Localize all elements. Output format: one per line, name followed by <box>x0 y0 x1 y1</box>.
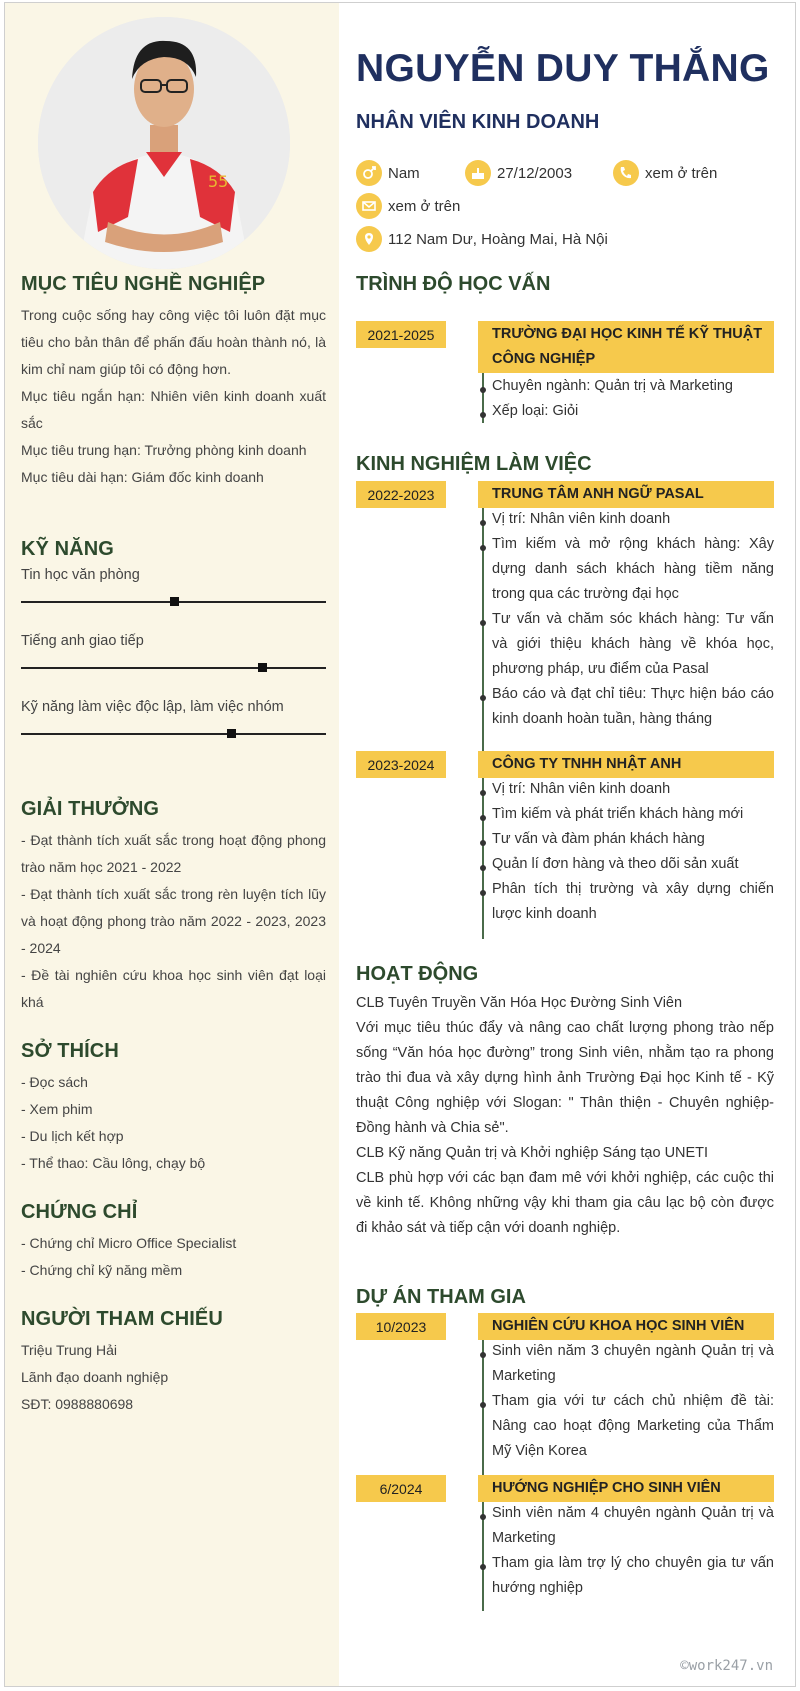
skill-level-marker <box>170 597 179 606</box>
email-info <box>356 193 460 219</box>
timeline-item: Quản lí đơn hàng và theo dõi sản xuất <box>492 856 739 872</box>
phone-value: xem ở trên <box>645 164 718 182</box>
activity-club-name: CLB Tuyên Truyền Văn Hóa Học Đường Sinh Viên <box>356 995 683 1011</box>
avatar-illustration <box>38 17 290 269</box>
bullet <box>480 1402 486 1408</box>
sidebar <box>5 3 339 1686</box>
certificate-item: - Chứng chỉ Micro Office Specialist <box>21 1235 237 1251</box>
hobby-item: - Xem phim <box>21 1101 93 1117</box>
address-info <box>356 226 608 252</box>
timeline-item: Tìm kiếm và phát triển khách hàng mới <box>492 806 744 822</box>
bullet <box>480 412 486 418</box>
skill-bar <box>21 733 326 735</box>
timeline-item: Sinh viên năm 3 chuyên ngành Quản trị và Marketing <box>492 1343 774 1384</box>
timeline-item: Tìm kiếm và mở rộng khách hàng: Xây dựng danh sách khách hàng tiềm năng trong qua các trường đại học <box>492 536 774 602</box>
cv-page <box>4 2 796 1687</box>
timeline-date: 10/2023 <box>356 1313 446 1340</box>
bullet <box>480 387 486 393</box>
objective-mid-term: Mục tiêu trung hạn: Trưởng phòng kinh doanh <box>21 442 307 458</box>
bullet <box>480 865 486 871</box>
timeline-item: Vị trí: Nhân viên kinh doanh <box>492 781 671 797</box>
gender-info <box>356 160 420 186</box>
timeline-heading: CÔNG TY TNHH NHẬT ANH <box>478 751 774 778</box>
certificates-title: CHỨNG CHỈ <box>21 1201 138 1223</box>
reference-name: Triệu Trung Hải <box>21 1342 117 1358</box>
candidate-title: NHÂN VIÊN KINH DOANH <box>356 111 600 133</box>
bullet <box>480 1514 486 1520</box>
activity-description: CLB phù hợp với các bạn đam mê với khởi nghiệp, các cuộc thi về kinh tế. Không những vậy khi tham gia câu lạc bộ còn được đi khảo sát và tiếp cận với doanh nghiệp. <box>356 1170 774 1236</box>
timeline-item: Xếp loại: Giỏi <box>492 403 579 419</box>
skill-level-marker <box>227 729 236 738</box>
objective-title: MỤC TIÊU NGHỀ NGHIỆP <box>21 273 266 295</box>
activity-description: Với mục tiêu thúc đẩy và nâng cao chất lượng phong trào nếp sống “Văn hóa học đường” trong Sinh viên, nhằm tạo ra phong trào thi đua và xây dựng hình ảnh Trường Đại học Kinh tế - Kỹ thuật Công nghiệp với Slogan: " Thân thiện - Chuyên nghiệp- Đồng hành và Chia sẻ". <box>356 1020 774 1136</box>
timeline-date: 6/2024 <box>356 1475 446 1502</box>
reference-section <box>21 1308 326 1418</box>
awards-section <box>21 798 326 1016</box>
svg-text:55: 55 <box>208 172 229 191</box>
timeline-date: 2021-2025 <box>356 321 446 348</box>
timeline-heading: TRƯỜNG ĐẠI HỌC KINH TẾ KỸ THUẬT CÔNG NGHIỆP <box>478 321 774 373</box>
timeline-item: Tham gia làm trợ lý cho chuyên gia tư vấn hướng nghiệp <box>492 1555 774 1596</box>
objective-long-term: Mục tiêu dài hạn: Giám đốc kinh doanh <box>21 469 264 485</box>
experience-title: KINH NGHIỆM LÀM VIỆC <box>356 453 592 475</box>
timeline-item: Tư vấn và chăm sóc khách hàng: Tư vấn và giới thiệu khách hàng về khóa học, phương pháp, ưu điểm của Pasal <box>492 611 774 677</box>
cake-icon <box>465 160 491 186</box>
projects-title: DỰ ÁN THAM GIA <box>356 1286 526 1308</box>
hobbies-section <box>21 1040 326 1177</box>
skills-title: KỸ NĂNG <box>21 538 114 560</box>
timeline-date: 2022-2023 <box>356 481 446 508</box>
hobbies-title: SỞ THÍCH <box>21 1040 119 1062</box>
education-title: TRÌNH ĐỘ HỌC VẤN <box>356 273 551 295</box>
bullet <box>480 620 486 626</box>
bullet <box>480 1352 486 1358</box>
timeline-item: Báo cáo và đạt chỉ tiêu: Thực hiện báo cáo kinh doanh hoàn tuần, hàng tháng <box>492 686 774 727</box>
address-value: 112 Nam Dư, Hoàng Mai, Hà Nội <box>388 230 608 248</box>
hobby-item: - Đọc sách <box>21 1074 88 1090</box>
bullet <box>480 890 486 896</box>
email-value: xem ở trên <box>388 197 461 215</box>
timeline-date: 2023-2024 <box>356 751 446 778</box>
objective-section <box>21 273 326 491</box>
awards-title: GIẢI THƯỞNG <box>21 798 160 820</box>
bullet <box>480 1564 486 1570</box>
main-content <box>339 3 795 1686</box>
objective-short-term: Mục tiêu ngắn hạn: Nhiên viên kinh doanh xuất sắc <box>21 388 326 431</box>
activities-text <box>356 991 774 1241</box>
location-icon <box>356 226 382 252</box>
skill-level-marker <box>258 663 267 672</box>
watermark: ©work247.vn <box>680 1658 773 1674</box>
bullet <box>480 790 486 796</box>
reference-title: NGƯỜI THAM CHIẾU <box>21 1308 223 1330</box>
timeline-heading: TRUNG TÂM ANH NGỮ PASAL <box>478 481 774 508</box>
bullet <box>480 695 486 701</box>
activity-club-name: CLB Kỹ năng Quản trị và Khởi nghiệp Sáng tạo UNETI <box>356 1145 709 1161</box>
phone-info <box>613 160 717 186</box>
candidate-name: NGUYỄN DUY THẮNG <box>356 47 770 90</box>
skills-section <box>21 538 326 765</box>
timeline-heading: HƯỚNG NGHIỆP CHO SINH VIÊN <box>478 1475 774 1502</box>
skill-label: Tiếng anh giao tiếp <box>21 633 144 649</box>
certificates-section <box>21 1201 326 1284</box>
skill-label: Tin học văn phòng <box>21 567 140 583</box>
bullet <box>480 840 486 846</box>
certificate-item: - Chứng chỉ kỹ năng mềm <box>21 1262 183 1278</box>
objective-paragraph: Trong cuộc sống hay công việc tôi luôn đặt mục tiêu cho bản thân để phấn đấu hoàn thành nó, là kim chỉ nam giúp tôi có động hơn. <box>21 307 326 377</box>
skill-label: Kỹ năng làm việc độc lập, làm việc nhóm <box>21 699 284 715</box>
activities-title: HOẠT ĐỘNG <box>356 963 479 985</box>
gender-icon <box>356 160 382 186</box>
birthday-info <box>465 160 572 186</box>
award-item: - Đề tài nghiên cứu khoa học sinh viên đạt loại khá <box>21 967 326 1010</box>
email-icon <box>356 193 382 219</box>
reference-role: Lãnh đạo doanh nghiệp <box>21 1369 169 1385</box>
timeline-item: Tham gia với tư cách chủ nhiệm đề tài: Nâng cao hoạt động Marketing của Thẩm Mỹ Viện Korea <box>492 1393 774 1459</box>
timeline-item: Sinh viên năm 4 chuyên ngành Quản trị và Marketing <box>492 1505 774 1546</box>
birthday-value: 27/12/2003 <box>497 164 573 182</box>
timeline-heading: NGHIÊN CỨU KHOA HỌC SINH VIÊN <box>478 1313 774 1340</box>
hobby-item: - Thể thao: Cầu lông, chạy bộ <box>21 1155 206 1171</box>
bullet <box>480 545 486 551</box>
award-item: - Đạt thành tích xuất sắc trong rèn luyện tích lũy và hoạt động phong trào năm 2022 - 2023, 2023 - 2024 <box>21 886 326 956</box>
timeline-item: Chuyên ngành: Quản trị và Marketing <box>492 378 733 394</box>
skill-bar <box>21 601 326 603</box>
reference-phone: SĐT: 0988880698 <box>21 1396 134 1412</box>
timeline-item: Tư vấn và đàm phán khách hàng <box>492 831 705 847</box>
timeline-item: Phân tích thị trường và xây dựng chiến lược kinh doanh <box>492 881 774 922</box>
bullet <box>480 815 486 821</box>
gender-value: Nam <box>388 164 420 182</box>
timeline-item: Vị trí: Nhân viên kinh doanh <box>492 511 671 527</box>
hobby-item: - Du lịch kết hợp <box>21 1128 124 1144</box>
profile-photo <box>38 17 290 269</box>
award-item: - Đạt thành tích xuất sắc trong hoạt động phong trào năm học 2021 - 2022 <box>21 832 326 875</box>
phone-icon <box>613 160 639 186</box>
bullet <box>480 520 486 526</box>
skill-bar <box>21 667 326 669</box>
